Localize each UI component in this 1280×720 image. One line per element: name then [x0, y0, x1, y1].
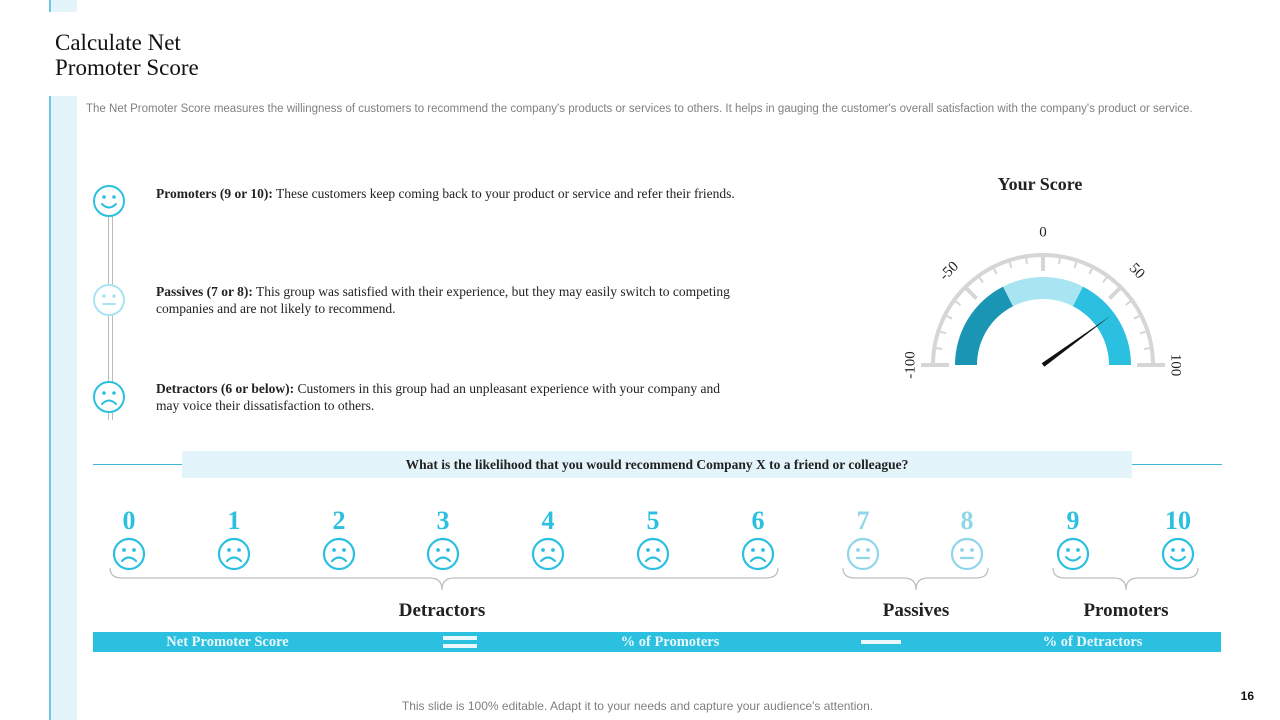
- sad-face-icon: [92, 380, 126, 414]
- intro-paragraph: The Net Promoter Score measures the willingness of customers to recommend the company's products or services to others. It helps in gauging the customer's overall satisfaction with the company's product or service.: [86, 103, 1193, 115]
- neutral-face-icon: [92, 283, 126, 317]
- gauge-label: 100: [1167, 353, 1184, 377]
- group-label-passives: Passives: [882, 600, 950, 621]
- detractors-brace: [110, 568, 778, 590]
- decorative-strip-line: [49, 0, 51, 720]
- gauge-needle: [1042, 316, 1111, 367]
- gauge-major-tick: [1109, 286, 1122, 299]
- passives-brace: [843, 568, 988, 590]
- nps-gauge: [880, 215, 1210, 390]
- segment-passives: [156, 283, 736, 317]
- segment-detractors-text: Customers in this group had an unpleasant experience with your company and may voice their dissatisfaction to others.: [156, 381, 720, 413]
- segment-passives-label: Passives (7 or 8):: [156, 284, 253, 299]
- page-title-line-1: Calculate Net: [55, 30, 181, 55]
- gauge-band-promoters: [1073, 287, 1131, 365]
- segment-promoters: [156, 185, 736, 202]
- segment-detractors: [156, 380, 736, 414]
- gauge-title: Your Score: [997, 174, 1083, 194]
- group-braces: [100, 566, 1210, 594]
- gauge-label: -50: [936, 258, 962, 284]
- scale-number-9: 9: [1066, 506, 1080, 535]
- segment-promoters-label: Promoters (9 or 10):: [156, 186, 273, 201]
- gauge-label: -100: [902, 351, 919, 379]
- group-label-detractors: Detractors: [398, 600, 486, 621]
- segment-passives-text: This group was satisfied with their experience, but they may easily switch to competing companies and are not likely to recommend.: [156, 284, 730, 316]
- smile-face-icon: [92, 184, 126, 218]
- scale-number-2: 2: [332, 506, 346, 535]
- equals-icon: [442, 634, 478, 650]
- footer-note: This slide is 100% editable. Adapt it to your needs and capture your audience's attention.: [401, 699, 874, 713]
- gauge-major-tick: [964, 286, 977, 299]
- group-label-promoters: Promoters: [1083, 600, 1169, 621]
- segment-detractors-label: Detractors (6 or below):: [156, 381, 295, 396]
- page-title: [55, 30, 199, 80]
- scale-number-4: 4: [541, 506, 555, 535]
- gauge-label: 50: [1125, 260, 1148, 283]
- scale-number-1: 1: [227, 506, 241, 535]
- promoters-brace: [1053, 568, 1198, 590]
- formula-promoters: % of Promoters: [620, 634, 720, 650]
- formula-detractors: % of Detractors: [1042, 634, 1143, 650]
- scale-number-6: 6: [751, 506, 765, 535]
- page-number: 16: [1240, 689, 1254, 703]
- scale-number-5: 5: [646, 506, 660, 535]
- gauge-band-detractors: [955, 287, 1013, 365]
- page-title-line-2: Promoter Score: [55, 55, 199, 80]
- scale-number-0: 0: [122, 506, 136, 535]
- decorative-strip: [50, 0, 77, 720]
- scale-number-8: 8: [960, 506, 974, 535]
- scale-number-10: 10: [1165, 506, 1191, 535]
- scale-number-7: 7: [856, 506, 870, 535]
- question-banner: What is the likelihood that you would recommend Company X to a friend or colleague?: [182, 451, 1132, 478]
- segment-promoters-text: These customers keep coming back to your product or service and refer their friends.: [272, 186, 735, 201]
- gauge-label: 0: [1039, 224, 1047, 241]
- gauge-band-passives: [1003, 277, 1083, 306]
- formula-nps: Net Promoter Score: [166, 634, 289, 650]
- minus-icon: [860, 637, 902, 647]
- scale-number-3: 3: [436, 506, 450, 535]
